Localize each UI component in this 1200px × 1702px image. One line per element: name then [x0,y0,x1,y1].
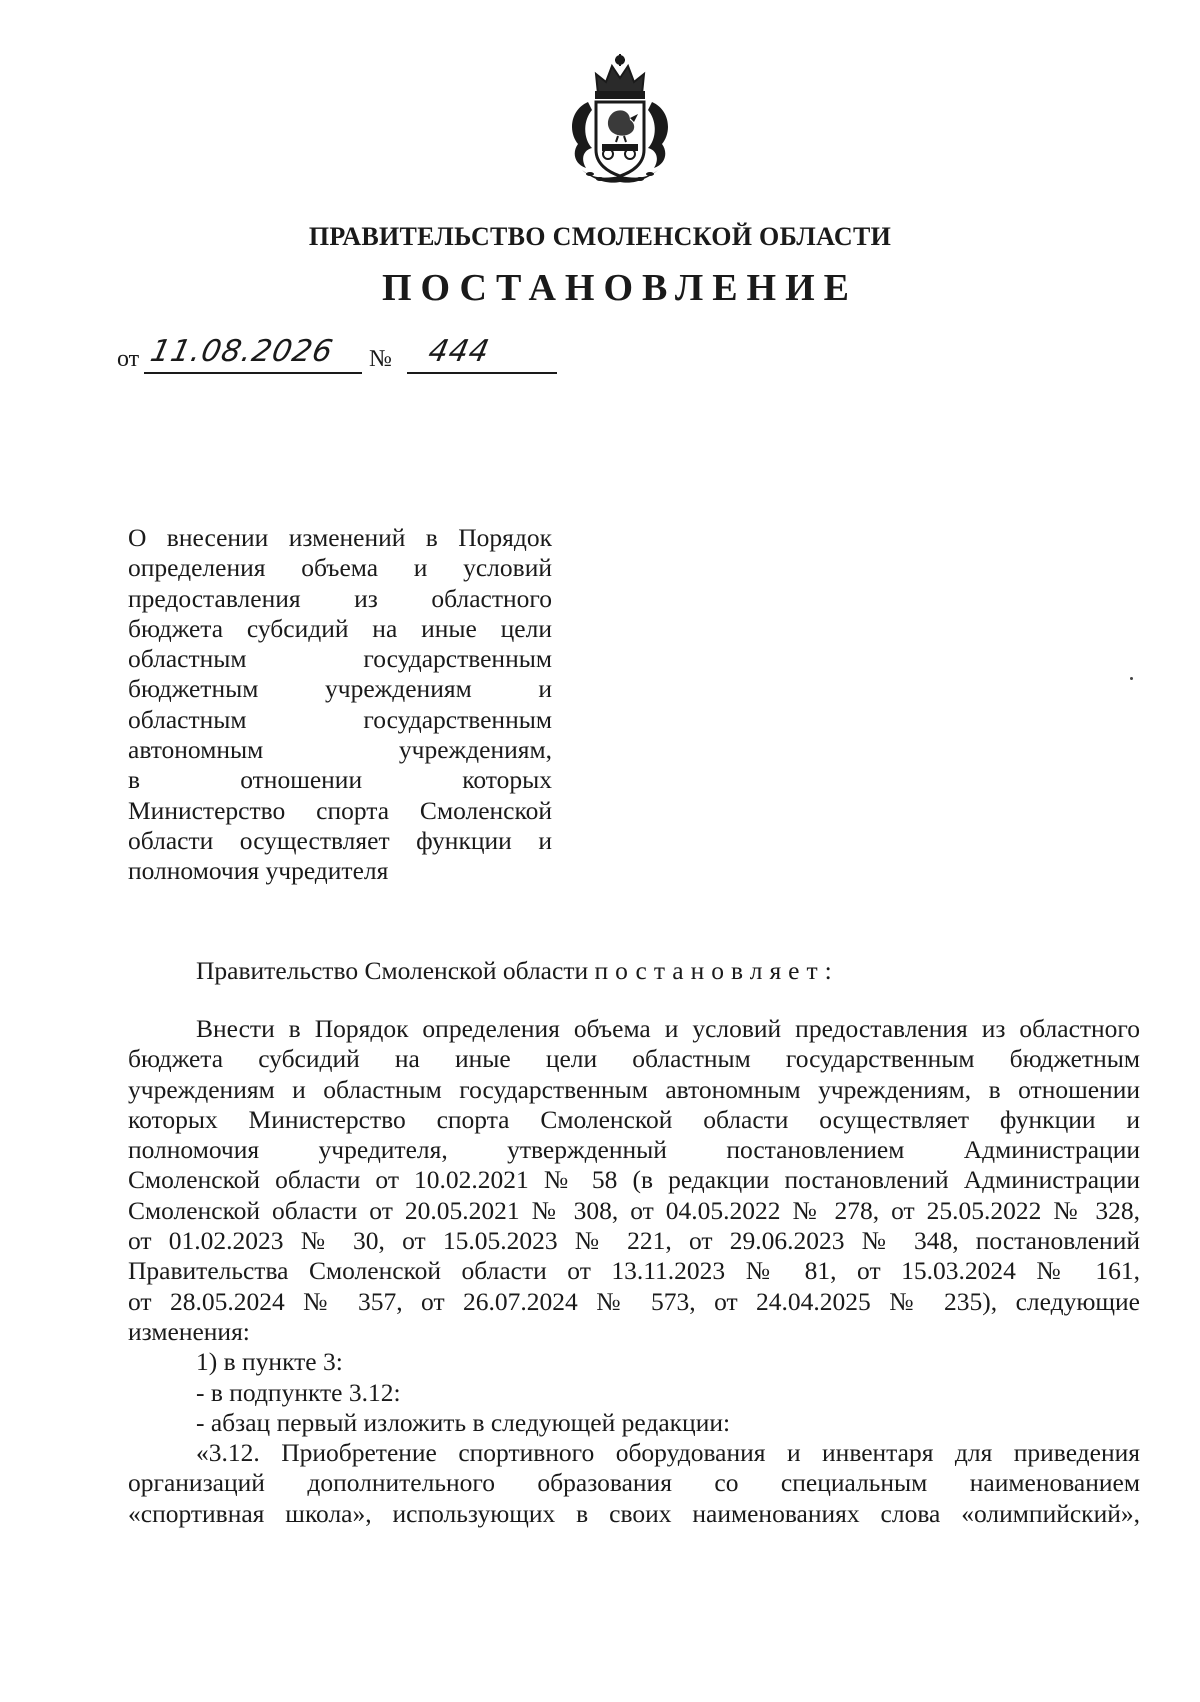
body-line: Смоленской области от 20.05.2021 № 308, от 04.05.2022 № 278, от 25.05.2022 № 328, [128,1195,1140,1225]
resolution-title [128,523,552,887]
title-line: предоставления из областного [128,583,552,613]
title-line: областным государственным [128,644,552,674]
title-line: в отношении которых [128,765,552,795]
list-item: - абзац первый изложить в следующей редакции: [196,1407,731,1437]
body-line: Внести в Порядок определения объема и условий предоставления из областного [196,1014,1140,1043]
body-line: полномочия учредителя, утвержденный постановлением Администрации [128,1135,1140,1165]
title-line: областным государственным [128,704,552,734]
preamble [196,956,1096,986]
quoted-paragraph-line: организаций дополнительного образования со специальным наименованием [128,1468,1140,1498]
title-line: О внесении изменений в Порядок [128,523,552,552]
preamble-decree-word: постановляет: [594,956,839,985]
title-line: полномочия учредителя [128,856,389,886]
body-line: от 28.05.2024 № 357, от 26.07.2024 № 573, от 24.04.2025 № 235), следующие [128,1286,1140,1316]
document-type-heading: ПОСТАНОВЛЕНИЕ [381,267,859,309]
title-line: бюджета субсидий на иные цели [128,613,552,643]
body-line: Смоленской области от 10.02.2021 № 58 (в редакции постановлений Администрации [128,1165,1140,1195]
date-number-line [117,334,557,374]
body-line: учреждениям и областным государственным автономным учреждениям, в отношении [128,1074,1140,1104]
body-line: бюджета субсидий на иные цели областным государственным бюджетным [128,1044,1140,1074]
title-line: автономным учреждениям, [128,735,552,765]
list-item: - в подпункте 3.12: [196,1377,401,1407]
handwritten-date: 11.08.2026 [147,334,337,369]
preamble-text: Правительство Смоленской области [196,956,589,985]
handwritten-number: 444 [425,334,493,369]
number-underline [407,372,557,374]
number-label: № [369,346,392,372]
smolensk-coat-of-arms-icon [560,52,680,187]
date-underline [144,372,362,374]
title-line: Министерство спорта Смоленской [128,795,552,825]
body-line: которых Министерство спорта Смоленской области осуществляет функции и [128,1104,1140,1134]
title-line: бюджетным учреждениям и [128,674,552,704]
quoted-paragraph-line: «спортивная школа», использующих в своих наименованиях слова «олимпийский», [128,1498,1140,1528]
resolution-body [128,1014,1140,1529]
quoted-paragraph-line: «3.12. Приобретение спортивного оборудования и инвентаря для приведения [196,1438,1140,1468]
scan-speck [1130,677,1133,680]
title-line: определения объема и условий [128,553,552,583]
list-item: 1) в пункте 3: [196,1347,343,1377]
date-label: от [117,346,140,372]
body-line: изменения: [128,1316,250,1346]
body-line: Правительства Смоленской области от 13.11.2023 № 81, от 15.03.2024 № 161, [128,1256,1140,1286]
body-line: от 01.02.2023 № 30, от 15.05.2023 № 221, от 29.06.2023 № 348, постановлений [128,1226,1140,1256]
government-name: ПРАВИТЕЛЬСТВО СМОЛЕНСКОЙ ОБЛАСТИ [308,222,892,251]
title-line: области осуществляет функции и [128,825,552,855]
